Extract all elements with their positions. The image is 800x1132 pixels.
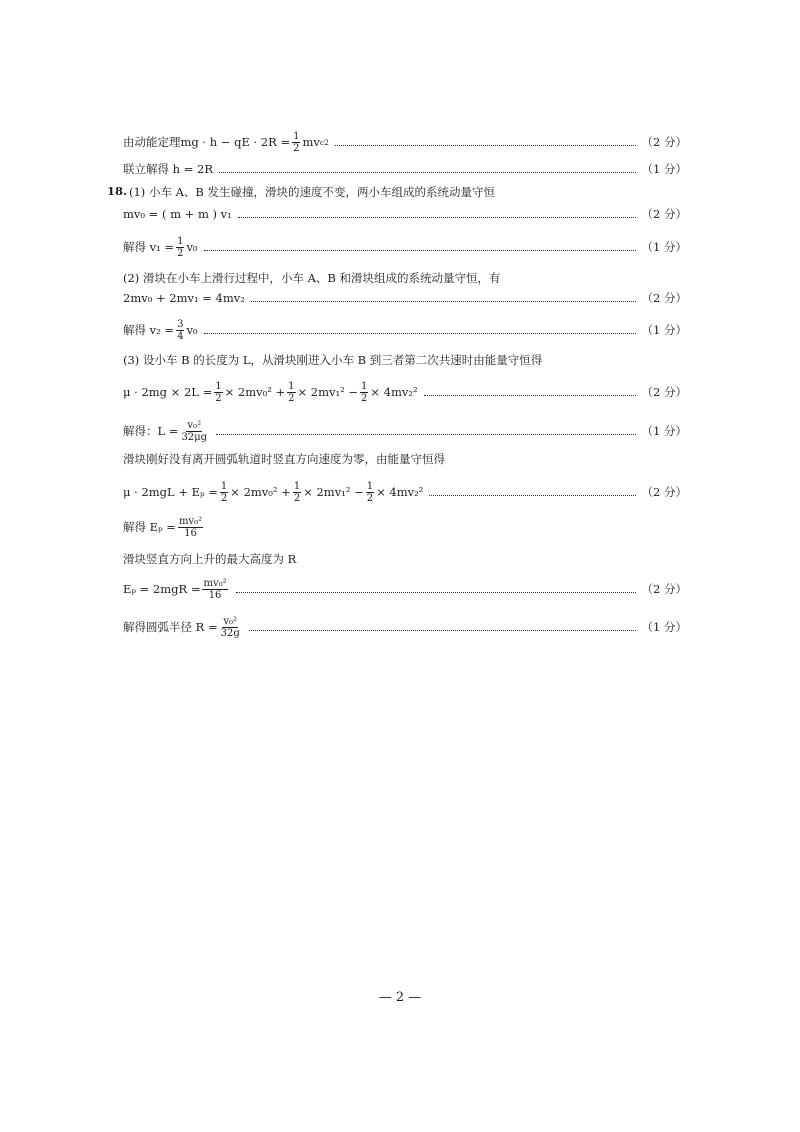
line-text: mv₀ = ( m + m ) v₁ [123, 207, 232, 221]
fraction [287, 381, 295, 404]
formula-part: × 4mv₂² [376, 484, 424, 499]
fraction [293, 481, 301, 504]
fraction [220, 616, 241, 639]
denominator: 32μg [181, 432, 208, 443]
formula-part: × 4mv₂² [370, 384, 418, 399]
score-label: （2 分） [641, 291, 687, 305]
formula-part: mg · h − qE · 2R = [180, 134, 291, 149]
score-label: （1 分） [641, 619, 687, 634]
fraction [180, 420, 208, 443]
formula-part: × 2mv₁² − [303, 484, 364, 499]
denominator: 2 [177, 248, 184, 259]
formula-part: v₀ [186, 322, 198, 337]
line-text: 解得：L = [123, 423, 179, 438]
line-text: Eₚ = 2mgR = [123, 581, 201, 596]
formula-part: × 2mv₁² − [297, 384, 359, 399]
potential-energy-line [123, 578, 687, 601]
dot-leader [216, 434, 635, 435]
score-label: （2 分） [641, 384, 687, 399]
denominator: 2 [293, 493, 301, 504]
numerator: 1 [288, 381, 295, 392]
numerator: v₀² [223, 616, 238, 627]
score-label: （1 分） [641, 322, 687, 337]
denominator: 2 [366, 493, 374, 504]
numerator: mv₀² [203, 578, 227, 589]
superscript: 2 [324, 137, 329, 147]
formula-part: × 2mv₀² + [224, 384, 286, 399]
solve-L-line [123, 420, 687, 443]
fraction [220, 481, 228, 504]
fraction [214, 381, 222, 404]
score-label: （1 分） [641, 239, 687, 254]
line-text: 解得 v₂ = [123, 322, 175, 337]
formula-part: μ · 2mg × 2L = [123, 384, 213, 399]
denominator: 4 [177, 331, 184, 342]
dot-leader [204, 333, 636, 334]
numerator: 1 [361, 381, 368, 392]
line-text: 2mv₀ + 2mv₁ = 4mv₂ [123, 291, 245, 305]
numerator: 1 [177, 236, 184, 247]
formula-part: v₀ [186, 239, 198, 254]
momentum-equation-2 [123, 293, 687, 305]
numerator: 3 [177, 319, 184, 330]
solve-R-line [123, 616, 687, 639]
energy-conservation-2 [123, 481, 687, 504]
denominator: 2 [220, 493, 228, 504]
energy-conservation-1 [123, 381, 687, 404]
score-label: （2 分） [641, 207, 687, 221]
dot-leader [424, 395, 636, 396]
denominator: 32g [220, 628, 240, 639]
fraction [366, 481, 374, 504]
dot-leader [429, 495, 635, 496]
q18-part2-statement: (2) 滑块在小车上滑行过程中，小车 A、B 和滑块组成的系统动量守恒，有 [123, 271, 501, 285]
fraction [292, 131, 300, 154]
solve-v1-line [123, 236, 687, 259]
numerator: v₀² [187, 420, 202, 431]
denominator: 2 [288, 393, 295, 404]
fraction [178, 516, 203, 539]
formula-part: mv [302, 134, 320, 149]
score-label: （2 分） [641, 581, 687, 596]
denominator: 2 [215, 393, 222, 404]
line-text: 解得 Eₚ = [123, 519, 176, 534]
dot-leader [236, 592, 636, 593]
max-height-statement: 滑块竖直方向上升的最大高度为 R [123, 552, 297, 566]
dot-leader [251, 301, 636, 302]
denominator: 16 [184, 528, 197, 539]
fraction [202, 578, 227, 601]
dot-leader [249, 630, 636, 631]
q18-part1-statement: (1) 小车 A、B 发生碰撞，滑块的速度不变，两小车组成的系统动量守恒 [129, 185, 496, 199]
fraction [176, 236, 184, 259]
dot-leader [335, 145, 636, 146]
denominator: 16 [208, 590, 222, 601]
numerator: 1 [220, 481, 228, 492]
question-number: 18. [107, 184, 128, 198]
energy-theorem-formula [123, 131, 329, 154]
formula-part: μ · 2mgL + Eₚ = [123, 484, 218, 499]
momentum-equation-1 [123, 209, 687, 221]
line-label: 由动能定理 [123, 134, 181, 149]
dot-leader [204, 250, 636, 251]
fraction [360, 381, 368, 404]
score-label: （2 分） [641, 134, 687, 149]
numerator: 1 [293, 131, 300, 142]
energy-theorem-line [123, 131, 687, 154]
solve-h-line [123, 164, 687, 176]
score-label: （2 分） [641, 484, 687, 499]
solve-v2-line [123, 319, 687, 342]
subscript: c [319, 137, 325, 147]
numerator: 1 [293, 481, 301, 492]
formula-part: × 2mv₀² + [230, 484, 291, 499]
fraction [176, 319, 184, 342]
line-text: 解得圆弧半径 R = [123, 619, 218, 634]
line-text: 联立解得 h = 2R [123, 162, 213, 176]
page-number: — 2 — [378, 990, 422, 1005]
numerator: 1 [366, 481, 374, 492]
denominator: 2 [361, 393, 368, 404]
line-text: 解得 v₁ = [123, 239, 175, 254]
numerator: 1 [215, 381, 222, 392]
q18-part3-statement: (3) 设小车 B 的长度为 L，从滑块刚进入小车 B 到三者第二次共速时由能量守恒得 [123, 353, 543, 367]
arc-condition-statement: 滑块刚好没有离开圆弧轨道时竖直方向速度为零，由能量守恒得 [123, 452, 445, 466]
score-label: （1 分） [641, 423, 687, 438]
solve-Ep-line [123, 516, 205, 539]
dot-leader [219, 172, 636, 173]
dot-leader [238, 217, 636, 218]
denominator: 2 [293, 143, 300, 154]
score-label: （1 分） [641, 162, 687, 176]
numerator: mv₀² [178, 516, 203, 527]
